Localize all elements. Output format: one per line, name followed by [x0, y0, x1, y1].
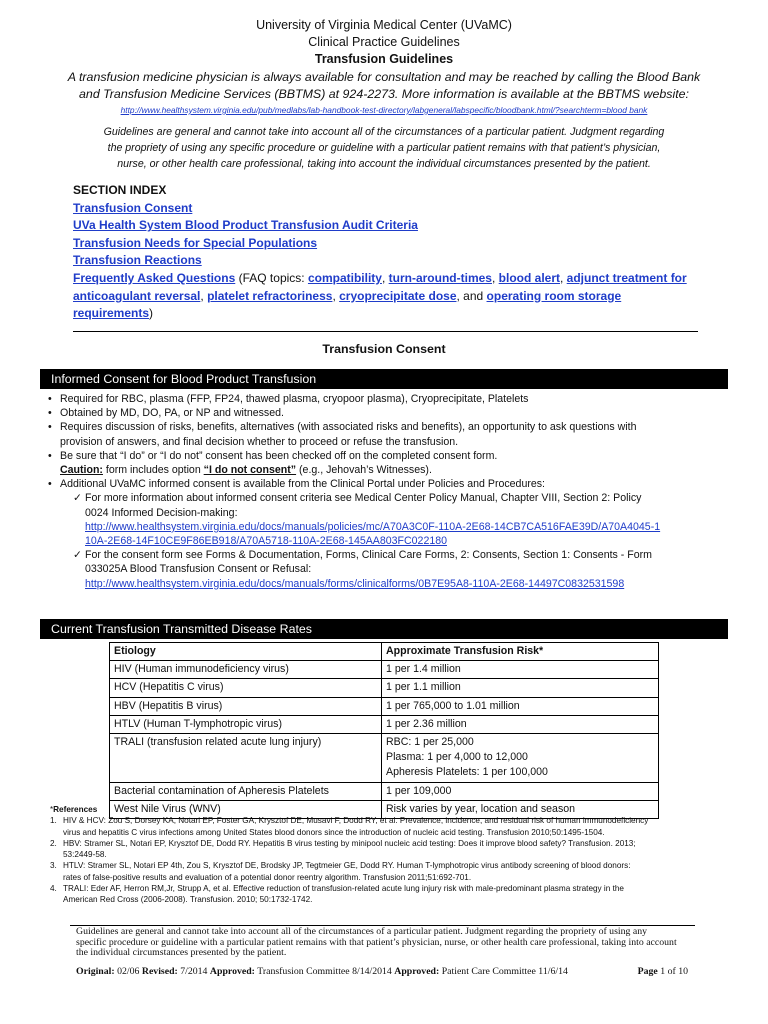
approved-patient-care-committee: Patient Care Committee 11/6/14	[439, 966, 568, 977]
check-icon: ✓	[73, 492, 82, 505]
table-row	[110, 661, 659, 679]
column-header-risk: Approximate Transfusion Risk*	[382, 643, 659, 661]
etiology-cell: TRALI (transfusion related acute lung injury)	[110, 734, 382, 783]
faq-close-text: )	[149, 306, 154, 321]
reference-item	[50, 883, 722, 906]
reference-item	[50, 815, 722, 838]
policy-url-link[interactable]: http://www.healthsystem.virginia.edu/docs/manuals/policies/mc/A70A3C0F-110A-2E68-14CB7CA516FAE39D/A70A4045-1	[85, 520, 661, 533]
policy-text-1: For more information about informed consent criteria see Medical Center Policy Manual, Chapter VIII, Section 2: Policy	[85, 492, 642, 505]
caution-tail: (e.g., Jehovah’s Witnesses).	[296, 464, 432, 477]
list-item	[47, 420, 727, 434]
etiology-cell: HIV (Human immunodeficiency virus)	[110, 661, 382, 679]
document-header	[40, 17, 728, 68]
index-link-transfusion-reactions[interactable]: Transfusion Reactions	[73, 253, 202, 268]
etiology-cell: HTLV (Human T-lymphotropic virus)	[110, 715, 382, 733]
page-number	[638, 966, 688, 977]
band-disease-rates: Current Transfusion Transmitted Disease Rates	[40, 619, 728, 639]
original-label: Original:	[76, 966, 115, 977]
reference-asterisk: *	[50, 805, 54, 814]
intro-paragraph	[60, 69, 708, 103]
reference-list	[50, 815, 722, 905]
section-index-title: SECTION INDEX	[73, 183, 167, 197]
table-row	[110, 715, 659, 733]
faq-topic-platelet-refractoriness[interactable]: platelet refractoriness	[207, 288, 333, 303]
caution-option: “I do not consent”	[203, 464, 297, 477]
reference-text: HIV & HCV: Zou S, Dorsey KA, Notari EP, Foster GA, Krysztof DE, Musavi F, Dodd RY, et al. Prevalence, incidence, and residual risk of human immunodeficiency	[63, 816, 649, 826]
policy-url-link-continued[interactable]: 10A-2E68-14F10CE9F86EB918/A70A5718-110A-2E68-145AA803FC022180	[85, 535, 448, 548]
etiology-cell: Bacterial contamination of Apheresis Platelets	[110, 782, 382, 800]
faq-topic-blood-alert[interactable]: blood alert	[498, 270, 560, 285]
disclaimer-line-2: the propriety of using any specific procedure or guideline with a particular patient remains with that patient’s physician,	[107, 142, 661, 154]
reference-number: 2.	[50, 838, 57, 848]
faq-line	[73, 270, 703, 323]
table-header-row	[110, 643, 659, 661]
consent-bullet-text: Requires discussion of risks, benefits, alternatives (with associated risks and benefits), an opportunity to ask questions with	[60, 421, 637, 434]
index-link-transfusion-consent[interactable]: Transfusion Consent	[73, 200, 193, 215]
faq-open-text: (FAQ topics:	[235, 270, 308, 285]
caution-line	[47, 463, 727, 477]
informed-consent-list	[47, 392, 727, 591]
risk-cell: 1 per 109,000	[382, 782, 659, 800]
faq-separator: ,	[491, 270, 499, 285]
consent-form-text-2: 033025A Blood Transfusion Consent or Refusal:	[85, 563, 312, 576]
risk-cell: 1 per 1.4 million	[382, 661, 659, 679]
risk-cell	[382, 734, 659, 783]
table-row	[110, 679, 659, 697]
etiology-cell: HCV (Hepatitis C virus)	[110, 679, 382, 697]
etiology-cell: HBV (Hepatitis B virus)	[110, 697, 382, 715]
consent-bullet-text: Required for RBC, plasma (FFP, FP24, thawed plasma, cryopoor plasma), Cryoprecipitate, Platelets	[60, 393, 529, 405]
approved-label: Approved:	[394, 966, 440, 977]
faq-separator: ,	[381, 270, 389, 285]
faq-separator: ,	[332, 288, 340, 303]
trali-risk-plasma: Plasma: 1 per 4,000 to 12,000	[386, 751, 528, 764]
faq-topic-compatibility[interactable]: compatibility	[307, 270, 382, 285]
consent-form-url-link[interactable]: http://www.healthsystem.virginia.edu/docs/manuals/forms/clinicalforms/0B7E95A8-110A-2E68-14497C0832531598	[85, 577, 625, 590]
bullet-glyph: •	[48, 421, 52, 434]
bbtms-website-link[interactable]: http://www.healthsystem.virginia.edu/pub/medlabs/lab-handbook-test-directory/labgeneral/labspecific/bloodbank.html/?searchterm=blood bank	[120, 105, 648, 115]
list-item	[47, 392, 727, 406]
table-row	[110, 697, 659, 715]
reference-text: HTLV: Stramer SL, Notari EP 4th, Zou S, Krysztof DE, Brodsky JP, Tegtmeier GE, Dodd RY. Human T-lymphotropic virus antibody screening of blood donors:	[63, 861, 631, 871]
faq-topic-cryoprecipitate-dose[interactable]: cryoprecipitate dose	[339, 288, 457, 303]
risk-cell: 1 per 2.36 million	[382, 715, 659, 733]
reference-text: rates of false-positive results and evaluation of a potential donor reentry algorithm. Transfusion 2011;51:692-701.	[63, 872, 472, 882]
reference-number: 1.	[50, 816, 57, 826]
series-name: Clinical Practice Guidelines	[308, 35, 460, 49]
list-item	[47, 477, 727, 491]
page-total: of 10	[665, 966, 688, 977]
sub-item-policy	[47, 491, 727, 505]
table-row-trali	[110, 734, 659, 783]
reference-text: American Red Cross (2006-2008). Transfusion. 2010; 50:1732-1742.	[63, 895, 313, 905]
consent-form-text-1: For the consent form see Forms & Documentation, Forms, Clinical Care Forms, 2: Consents, Section 1: Consents - Form	[85, 549, 652, 562]
page-label: Page	[637, 966, 658, 977]
check-icon: ✓	[73, 549, 82, 562]
footer-metadata	[76, 966, 688, 977]
risk-cell: 1 per 765,000 to 1.01 million	[382, 697, 659, 715]
reference-item	[50, 838, 722, 861]
sub-item-consent-form	[47, 548, 727, 562]
page-current: 1	[660, 966, 666, 977]
reference-item	[50, 860, 722, 883]
revised-label: Revised:	[141, 966, 178, 977]
reference-number: 4.	[50, 884, 57, 894]
document-title: Transfusion Guidelines	[314, 52, 454, 66]
footer-line-2: specific procedure or guideline with a particular patient remains with that patient’s physician, nurse, or other health care professional, taking into account	[76, 936, 677, 948]
disclaimer-line-1: Guidelines are general and cannot take into account all of the circumstances of a particular patient. Judgment regarding	[103, 126, 665, 138]
etiology-cell: West Nile Virus (WNV)	[110, 800, 382, 818]
section-divider	[73, 331, 698, 332]
references	[50, 804, 722, 906]
faq-topic-or-storage[interactable]: operating room storage requirements	[73, 288, 622, 321]
list-item	[47, 449, 727, 463]
footer-line-1: Guidelines are general and cannot take into account all of the circumstances of a particular patient. Judgment regarding the propriety of using any	[76, 926, 648, 937]
references-heading: References	[53, 805, 98, 814]
original-date: 02/06	[114, 966, 142, 977]
caution-label: Caution:	[60, 464, 103, 477]
caution-text: form includes option	[102, 464, 204, 477]
disclaimer-line-3: nurse, or other health care professional, taking into account the individual circumstances presented by the patient.	[117, 158, 651, 170]
reference-text: virus and hepatitis C virus infections among United States blood donors since the introduction of nucleic acid testing. Transfusion 2010;50:1495-1504.	[63, 827, 605, 837]
intro-line-1: A transfusion medicine physician is always available for consultation and may be reached by calling the Blood Bank	[67, 70, 701, 84]
faq-separator: ,	[560, 270, 567, 285]
intro-line-2: and Transfusion Medicine Services (BBTMS) at 924-2273. More information is available at the BBTMS website:	[79, 87, 689, 101]
footer-line-3: the individual circumstances presented by the patient.	[76, 947, 287, 959]
list-item	[47, 406, 727, 420]
trali-risk-rbc: RBC: 1 per 25,000	[386, 736, 474, 749]
risk-cell: 1 per 1.1 million	[382, 679, 659, 697]
org-name: University of Virginia Medical Center (UVaMC)	[256, 18, 512, 32]
section-title-transfusion-consent: Transfusion Consent	[322, 342, 446, 356]
bullet-glyph: •	[48, 407, 52, 420]
approved-label: Approved:	[209, 966, 255, 977]
disclaimer-paragraph	[50, 124, 718, 172]
bullet-glyph: •	[48, 478, 52, 491]
consent-bullet-text: Be sure that “I do” or “I do not” consent has been checked off on the completed consent form.	[60, 449, 498, 462]
disease-risk-table	[109, 642, 659, 819]
reference-text: TRALI: Eder AF, Herron RM,Jr, Strupp A, et al. Effective reduction of transfusion-related acute lung injury risk with male-predominant plasma strategy in the	[63, 884, 624, 894]
bullet-glyph: •	[48, 449, 52, 462]
footer-disclaimer	[76, 927, 696, 959]
approved-transfusion-committee: Transfusion Committee 8/14/2014	[254, 966, 395, 977]
consent-bullet-text: Obtained by MD, DO, PA, or NP and witnessed.	[60, 407, 284, 420]
consent-bullet-text: provision of answers, and final decision whether to proceed or refuse the transfusion.	[60, 435, 459, 448]
faq-topic-turn-around-times[interactable]: turn-around-times	[388, 270, 492, 285]
column-header-etiology: Etiology	[110, 643, 382, 661]
index-link-audit-criteria[interactable]: UVa Health System Blood Product Transfusion Audit Criteria	[73, 218, 418, 233]
band-informed-consent: Informed Consent for Blood Product Transfusion	[40, 369, 728, 389]
table-row	[110, 782, 659, 800]
index-link-special-populations[interactable]: Transfusion Needs for Special Populations	[73, 235, 318, 250]
faq-separator: ,	[200, 288, 208, 303]
faq-topic-anticoagulant-reversal[interactable]: adjunct treatment for anticoagulant reversal	[73, 270, 687, 303]
bullet-glyph: •	[48, 393, 52, 405]
trali-risk-platelets: Apheresis Platelets: 1 per 100,000	[386, 766, 548, 779]
faq-and-text: , and	[456, 288, 487, 303]
revised-date: 7/2014	[177, 966, 210, 977]
policy-text-2: 0024 Informed Decision-making:	[85, 506, 238, 519]
reference-number: 3.	[50, 861, 57, 871]
risk-cell: Risk varies by year, location and season	[382, 800, 659, 818]
index-link-faq[interactable]: Frequently Asked Questions	[73, 270, 236, 285]
reference-text: HBV: Stramer SL, Notari EP, Krysztof DE, Dodd RY. Hepatitis B virus testing by minipool nucleic acid testing: Does it improve blood safety? Transfusion. 2013;	[63, 838, 636, 848]
additional-consent-text: Additional UVaMC informed consent is available from the Clinical Portal under Policies and Procedures:	[60, 478, 545, 491]
section-index	[73, 182, 703, 323]
list-item-continuation	[47, 435, 727, 449]
reference-text: 53:2449-58.	[63, 850, 107, 860]
